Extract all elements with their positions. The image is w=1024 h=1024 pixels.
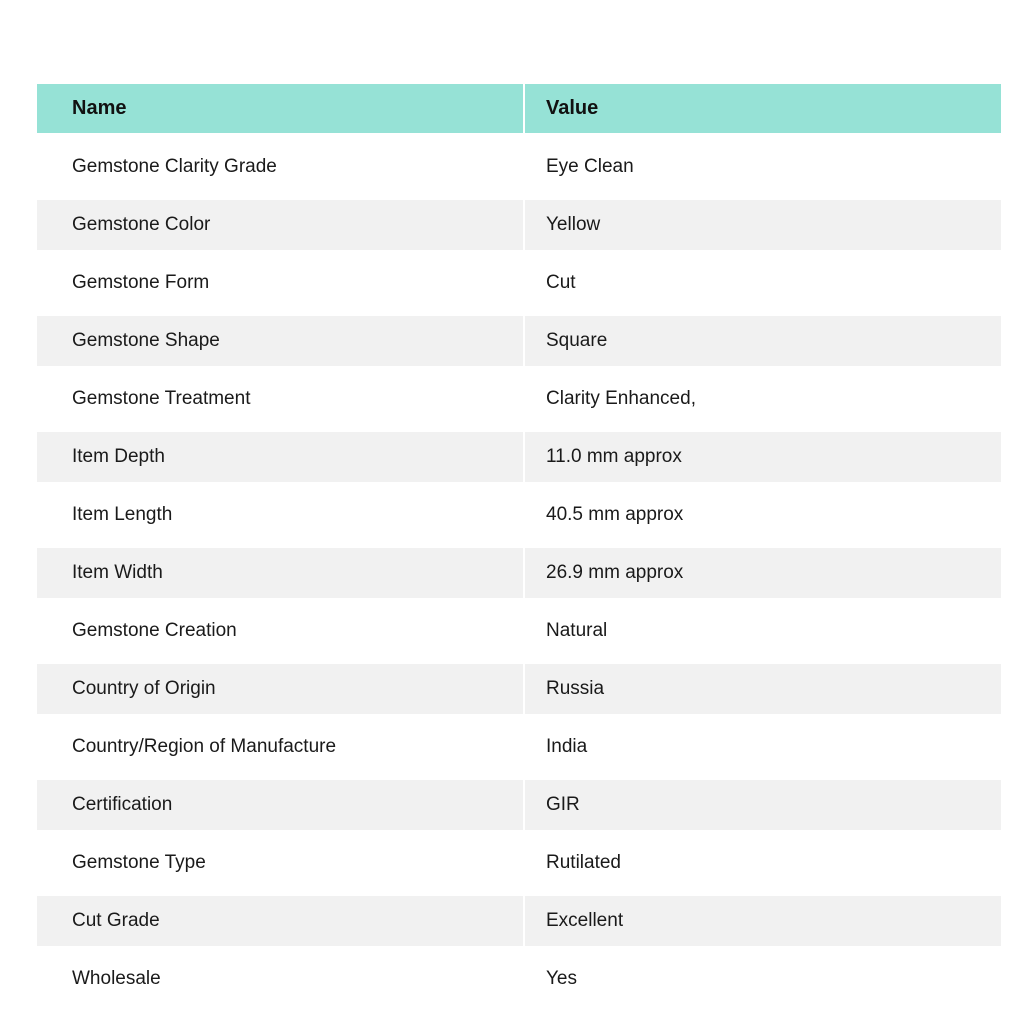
- row-value-cell: GIR: [525, 780, 1001, 830]
- row-value-cell: Cut: [546, 272, 576, 293]
- row-value-cell: India: [546, 736, 588, 757]
- table-row: [37, 486, 1001, 544]
- row-name-cell: Cut Grade: [37, 896, 525, 946]
- table-row: [37, 544, 1001, 602]
- row-value-cell: Square: [525, 316, 1001, 366]
- table-header-row: [37, 84, 1001, 133]
- table-row: [37, 892, 1001, 950]
- table-row: [37, 776, 1001, 834]
- row-value-cell: Clarity Enhanced,: [546, 388, 696, 409]
- row-value-cell: Eye Clean: [546, 156, 634, 177]
- column-header-value: Value: [546, 97, 599, 119]
- table-row: [37, 370, 1001, 428]
- row-name-cell: Gemstone Type: [37, 834, 525, 892]
- row-value-cell: Yes: [546, 968, 577, 989]
- row-name-cell: Gemstone Clarity Grade: [37, 138, 525, 196]
- row-name-cell: Wholesale: [37, 950, 525, 1008]
- row-value-cell: Excellent: [525, 896, 1001, 946]
- table-row: [37, 312, 1001, 370]
- row-name-cell: Certification: [37, 780, 525, 830]
- row-value-cell: 26.9 mm approx: [525, 548, 1001, 598]
- table-row: [37, 196, 1001, 254]
- row-name-cell: Gemstone Shape: [37, 316, 525, 366]
- row-value-cell: Rutilated: [546, 852, 621, 873]
- table-row: [37, 950, 1001, 1008]
- column-header-name: Name: [37, 84, 525, 133]
- row-name-cell: Gemstone Creation: [37, 602, 525, 660]
- row-value-cell: Russia: [525, 664, 1001, 714]
- row-value-cell: 40.5 mm approx: [546, 504, 684, 525]
- row-name-cell: Item Width: [37, 548, 525, 598]
- table-row: [37, 834, 1001, 892]
- item-specifics-table: [37, 84, 1001, 1008]
- row-name-cell: Item Length: [37, 486, 525, 544]
- table-row: [37, 602, 1001, 660]
- row-name-cell: Gemstone Form: [37, 254, 525, 312]
- table-row: [37, 660, 1001, 718]
- row-name-cell: Country of Origin: [37, 664, 525, 714]
- row-name-cell: Country/Region of Manufacture: [37, 718, 525, 776]
- table-body: [37, 138, 1001, 1008]
- table-row: [37, 718, 1001, 776]
- row-name-cell: Gemstone Treatment: [37, 370, 525, 428]
- row-value-cell: Yellow: [525, 200, 1001, 250]
- row-value-cell: 11.0 mm approx: [525, 432, 1001, 482]
- row-name-cell: Gemstone Color: [37, 200, 525, 250]
- table-row: [37, 428, 1001, 486]
- row-value-cell: Natural: [546, 620, 608, 641]
- row-name-cell: Item Depth: [37, 432, 525, 482]
- table-row: [37, 138, 1001, 196]
- table-row: [37, 254, 1001, 312]
